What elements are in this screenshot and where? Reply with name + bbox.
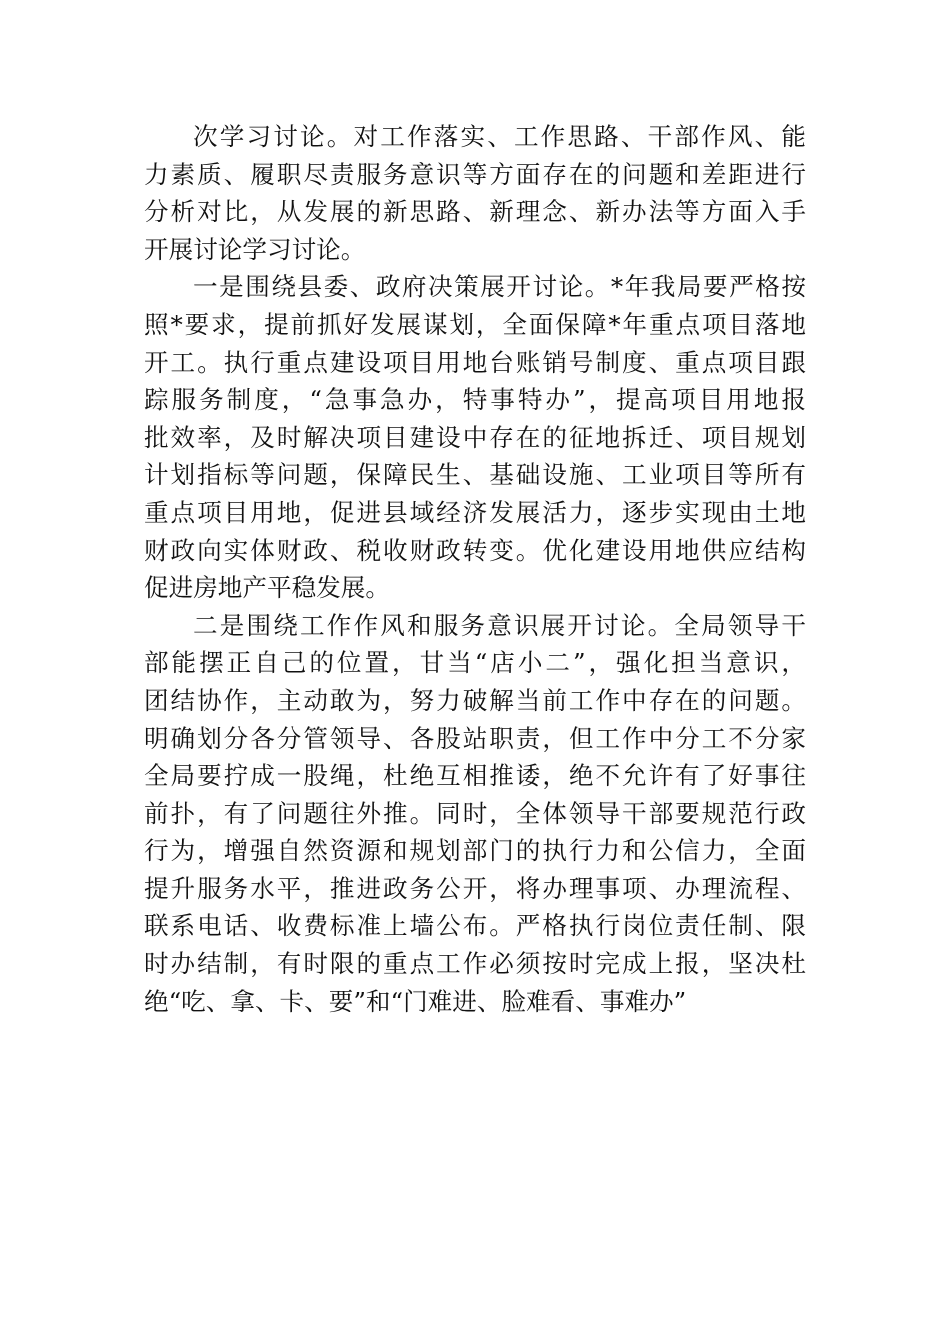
paragraph-3-line-10: 时办结制，有时限的重点工作必须按时完成上报，坚决杜	[144, 949, 806, 979]
paragraph-3-line-3: 团结协作，主动敢为，努力破解当前工作中存在的问题。	[144, 685, 806, 715]
paragraph-2-line-7: 重点项目用地，促进县域经济发展活力，逐步实现由土地	[144, 497, 806, 527]
paragraph-3-line-9: 联系电话、收费标准上墙公布。严格执行岗位责任制、限	[144, 911, 806, 941]
paragraph-2-line-2: 照*要求，提前抓好发展谋划，全面保障*年重点项目落地	[144, 309, 806, 339]
paragraph-1-line-4: 开展讨论学习讨论。	[144, 234, 366, 264]
paragraph-3-line-2: 部能摆正自己的位置，甘当“店小二”，强化担当意识，	[144, 648, 806, 678]
paragraph-2-line-5: 批效率，及时解决项目建设中存在的征地拆迁、项目规划	[144, 422, 806, 452]
paragraph-2-line-6: 计划指标等问题，保障民生、基础设施、工业项目等所有	[144, 460, 806, 490]
paragraph-2-line-4: 踪服务制度，“急事急办，特事特办”，提高项目用地报	[144, 385, 806, 415]
paragraph-1-line-2: 力素质、履职尽责服务意识等方面存在的问题和差距进行	[144, 159, 806, 189]
paragraph-1-line-3: 分析对比，从发展的新思路、新理念、新办法等方面入手	[144, 197, 806, 227]
paragraph-3-line-6: 前扑，有了问题往外推。同时，全体领导干部要规范行政	[144, 798, 806, 828]
paragraph-3-line-5: 全局要拧成一股绳，杜绝互相推诿，绝不允许有了好事往	[144, 761, 806, 791]
paragraph-2-line-3: 开工。执行重点建设项目用地台账销号制度、重点项目跟	[144, 347, 806, 377]
paragraph-3-line-11: 绝“吃、拿、卡、要”和“门难进、脸难看、事难办”	[144, 986, 687, 1016]
paragraph-1-line-1: 次学习讨论。对工作落实、工作思路、干部作风、能	[193, 122, 806, 151]
paragraph-2-line-1: 一是围绕县委、政府决策展开讨论。*年我局要严格按	[193, 272, 806, 302]
body-text	[144, 118, 806, 1020]
paragraph-3-line-7: 行为，增强自然资源和规划部门的执行力和公信力，全面	[144, 836, 806, 866]
paragraph-3-line-1: 二是围绕工作作风和服务意识展开讨论。全局领导干	[193, 610, 806, 640]
paragraph-3-line-4: 明确划分各分管领导、各股站职责，但工作中分工不分家	[144, 723, 806, 753]
paragraph-2-line-9: 促进房地产平稳发展。	[144, 573, 390, 603]
paragraph-3-line-8: 提升服务水平，推进政务公开，将办理事项、办理流程、	[144, 873, 806, 903]
paragraph-2-line-8: 财政向实体财政、税收财政转变。优化建设用地供应结构	[144, 535, 806, 565]
